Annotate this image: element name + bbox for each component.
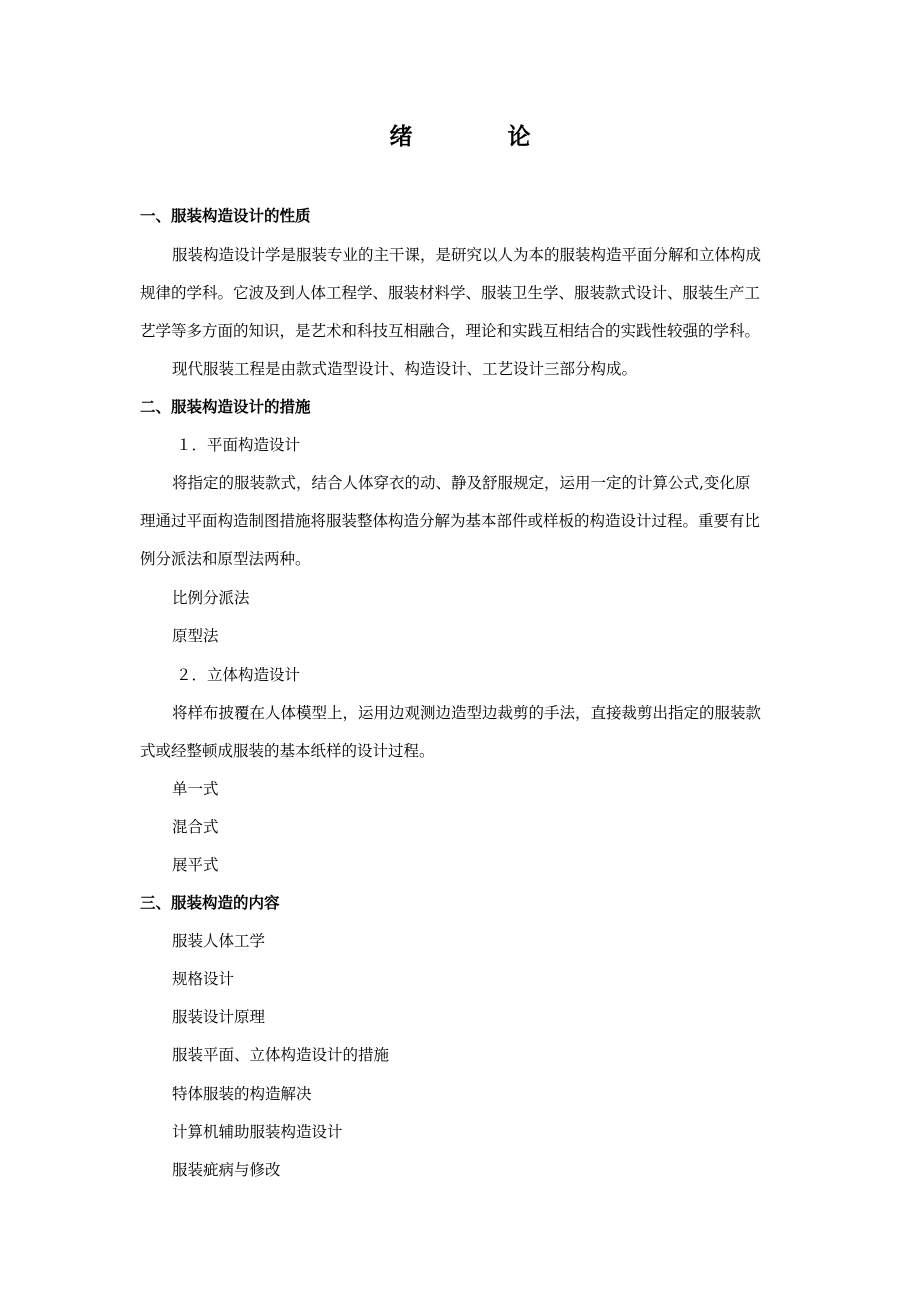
paragraph-line: 式或经整顿成服装的基本纸样的设计过程。 (140, 742, 435, 760)
subsection-heading: ２．立体构造设计 (176, 666, 301, 684)
list-item: 特体服装的构造解决 (172, 1085, 312, 1103)
paragraph-line: 例分派法和原型法两种。 (140, 550, 311, 568)
list-item: 计算机辅助服装构造设计 (172, 1123, 343, 1141)
paragraph-line: 服装构造设计学是服装专业的主干课，是研究以人为本的服装构造平面分解和立体构成 (172, 246, 762, 264)
list-item: 服装平面、立体构造设计的措施 (172, 1046, 390, 1064)
list-item: 单一式 (172, 780, 219, 798)
paragraph-line: 将样布披覆在人体模型上，运用边观测边造型边裁剪的手法，直接裁剪出指定的服装款 (172, 704, 762, 722)
paragraph-line: 理通过平面构造制图措施将服装整体构造分解为基本部件或样板的构造设计过程。重要有比 (140, 512, 761, 530)
paragraph-line: 艺学等多方面的知识，是艺术和科技互相融合，理论和实践互相结合的实践性较强的学科。 (140, 322, 761, 340)
paragraph-line: 将指定的服装款式，结合人体穿衣的动、静及舒服规定，运用一定的计算公式,变化原 (172, 474, 751, 492)
section-heading-1: 一、服装构造设计的性质 (140, 206, 311, 225)
list-item: 服装人体工学 (172, 932, 266, 950)
paragraph-line: 现代服装工程是由款式造型设计、构造设计、工艺设计三部分构成。 (172, 360, 638, 378)
section-heading-2: 二、服装构造设计的措施 (140, 397, 311, 416)
list-item: 混合式 (172, 818, 219, 836)
list-item: 原型法 (172, 627, 219, 645)
subsection-heading: １．平面构造设计 (176, 436, 301, 454)
list-item: 规格设计 (172, 970, 235, 988)
page-title: 绪 论 (389, 123, 567, 150)
section-heading-3: 三、服装构造的内容 (140, 893, 280, 912)
list-item: 比例分派法 (172, 589, 250, 607)
list-item: 服装设计原理 (172, 1008, 266, 1026)
paragraph-line: 规律的学科。它波及到人体工程学、服装材料学、服装卫生学、服装款式设计、服装生产工 (140, 284, 761, 302)
list-item: 展平式 (172, 856, 219, 874)
list-item: 服装疵病与修改 (172, 1161, 281, 1179)
